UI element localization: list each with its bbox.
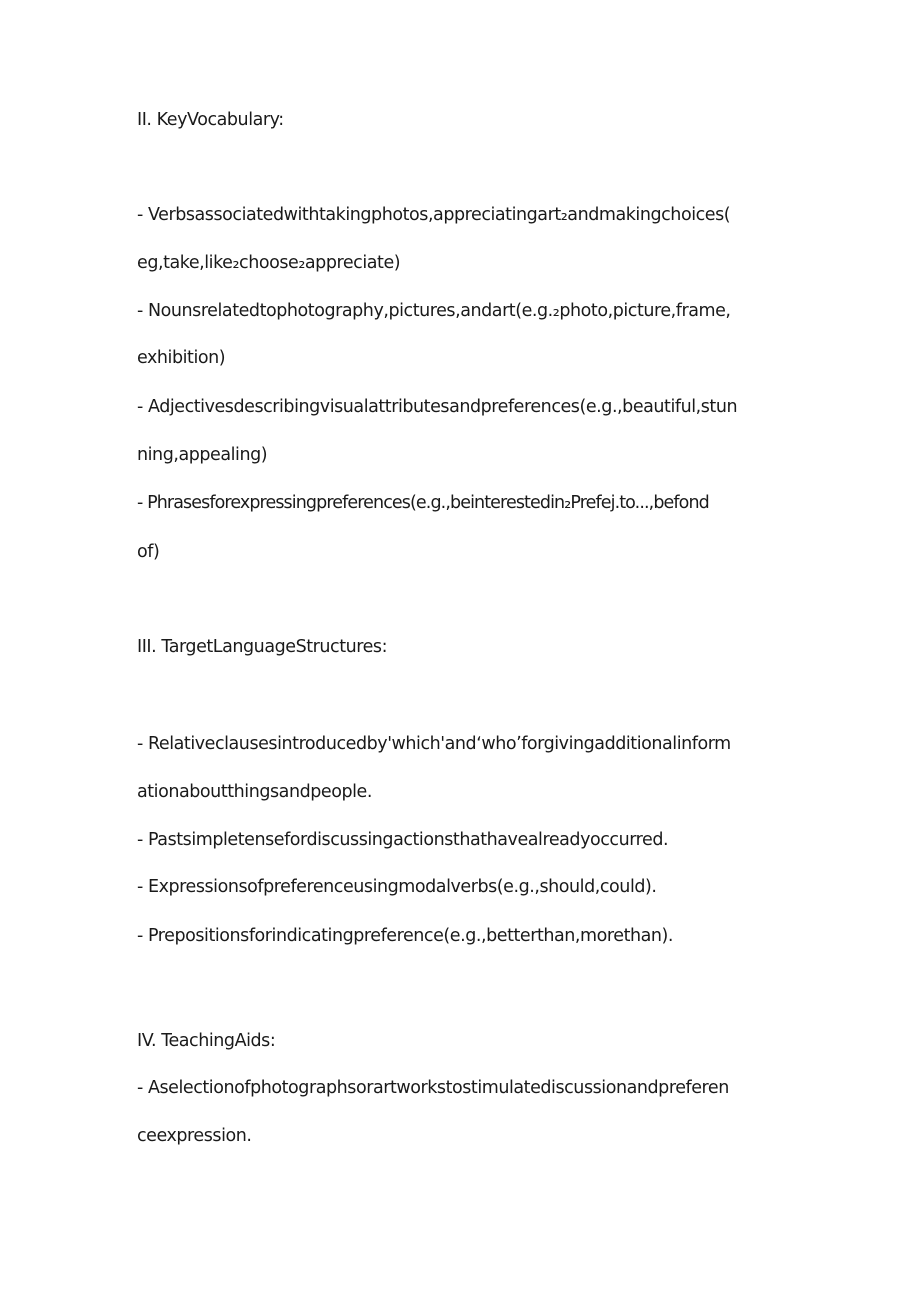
list-item-line: - Adjectivesdescribingvisualattributesandpreferences(e.g.,beautiful,stun [137, 397, 738, 417]
list-item-line: - Nounsrelatedtophotography,pictures,andart(e.g.₂photo,picture,frame, [137, 301, 731, 321]
section-heading-key-vocabulary: II. KeyVocabulary: [137, 110, 284, 130]
list-item-line: - Phrasesforexpressingpreferences(e.g.,beinterestedin₂Prefej.to...,befond [137, 493, 709, 513]
list-item-line: of) [137, 542, 160, 562]
list-item-line: - Verbsassociatedwithtakingphotos,appreciatingart₂andmakingchoices( [137, 205, 731, 225]
list-item-line: - Aselectionofphotographsorartworkstostimulatediscussionandpreferen [137, 1078, 729, 1098]
list-item-line: eg,take,like₂choose₂appreciate) [137, 253, 401, 273]
list-item-line: exhibition) [137, 348, 226, 368]
list-item-line: ationaboutthingsandpeople. [137, 782, 372, 802]
list-item-line: - Prepositionsforindicatingpreference(e.g.,betterthan,morethan). [137, 926, 674, 946]
list-item-line: - Relativeclausesintroducedby'which'andʻwhoʼforgivingadditionalinform [137, 734, 731, 754]
list-item-line: - Pastsimpletensefordiscussingactionsthathavealreadyoccurred. [137, 830, 669, 850]
list-item-line: ceexpression. [137, 1126, 252, 1146]
list-item-line: - Expressionsofpreferenceusingmodalverbs(e.g.,should,could). [137, 877, 657, 897]
list-item-line: ning,appealing) [137, 445, 268, 465]
section-heading-teaching-aids: IV. TeachingAids: [137, 1031, 276, 1051]
section-heading-target-language-structures: III. TargetLanguageStructures: [137, 637, 388, 657]
